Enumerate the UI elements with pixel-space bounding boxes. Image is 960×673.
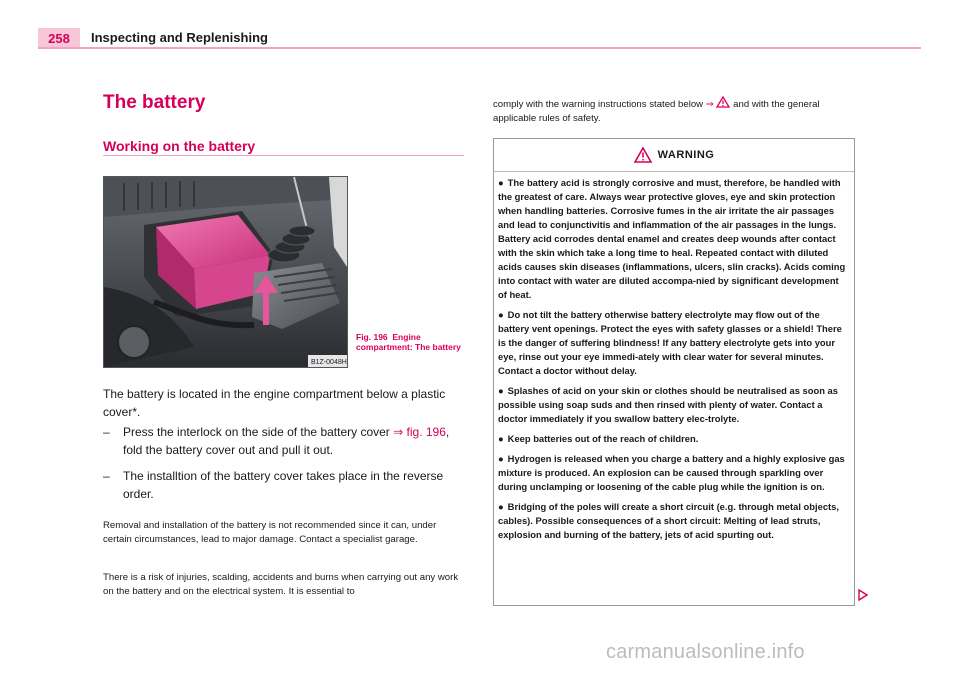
step-text-part: Press the interlock on the side of the battery cover (123, 425, 394, 439)
step-text (123, 423, 468, 459)
subtitle-divider (103, 155, 464, 156)
step-text: The installtion of the battery cover takes place in the reverse order. (123, 469, 444, 501)
figure-link[interactable]: ⇒ fig. 196 (393, 425, 446, 439)
warning-item-text: The battery acid is strongly corrosive and must, therefore, be handled with the greatest of care. Always wear protective gloves, eye and skin protection when handling batteries. Corrosive fumes in the air irritate the air passages and lead to conjunctivitis and inflammation of the air passages in the lungs. Battery acid corrodes dental enamel and creates deep wounds after contact with the skin which take a long time to heal. Repeated contact with diluted acids causes skin diseases (inflammations, ulcers, slin cracks). Acids coming into contact with water are diluted accompa-nied by significant development of heat. (498, 177, 846, 300)
warning-title: WARNING (657, 149, 715, 161)
warning-item-text: Splashes of acid on your skin or clothes should be neutralised as soon as possible using soap suds and then rinsed with plenty of water. Contact a doctor immediately if you swallow battery elec-trolyte. (498, 385, 838, 424)
figure-caption (356, 332, 466, 352)
engine-compartment-photo (103, 176, 348, 368)
note-paragraph: There is a risk of injuries, scalding, accidents and burns when carrying out any work on the battery and on the electrical system. It is essential to (103, 572, 459, 597)
bullet-icon: ● (498, 501, 504, 512)
bullet-icon: ● (498, 433, 504, 444)
warning-box (493, 138, 855, 606)
warning-item (498, 308, 850, 378)
warning-header (494, 139, 854, 172)
bullet-icon: ● (498, 453, 504, 464)
image-code: B1Z-0048H (311, 359, 347, 366)
warning-list (494, 172, 854, 542)
warning-item (498, 452, 850, 494)
warning-triangle-icon (716, 96, 730, 108)
warning-item (498, 500, 850, 542)
step-dash: – (103, 425, 110, 439)
step-text-part: , fold the battery cover out and pull it out. (123, 425, 450, 457)
warning-item-text: Keep batteries out of the reach of children. (507, 433, 699, 444)
page-header (0, 0, 960, 50)
bullet-icon: ● (498, 309, 504, 320)
right-intro-text: and with the general applicable rules of safety. (493, 99, 820, 124)
page-number: 258 (38, 28, 80, 48)
header-divider (38, 47, 921, 49)
figure-caption-text: Engine compartment: The battery (356, 332, 461, 352)
warning-item (498, 384, 850, 426)
engine-illustration (104, 177, 347, 367)
warning-item (498, 432, 850, 446)
warning-ref-arrow[interactable]: ⇒ (705, 99, 714, 110)
watermark: carmanualsonline.info (606, 641, 805, 663)
chapter-title: Inspecting and Replenishing (91, 30, 268, 45)
warning-item (498, 176, 850, 302)
warning-item-text: Bridging of the poles will create a short circuit (e.g. through metal objects, cables). Possible consequences of a short circuit: Melting of lead struts, explosion and burning of the battery, jets of acid spurting out. (498, 501, 839, 540)
oil-cap (118, 326, 150, 358)
next-page-arrow-icon[interactable] (858, 589, 868, 601)
section-subtitle: Working on the battery (103, 138, 256, 154)
warning-triangle-icon (634, 147, 652, 163)
right-intro-paragraph (493, 96, 863, 126)
intro-paragraph: The battery is located in the engine compartment below a plastic cover*. (103, 387, 446, 419)
bullet-icon: ● (498, 385, 504, 396)
right-intro-text: comply with the warning instructions stated below (493, 99, 706, 110)
step-item (103, 467, 468, 503)
warning-item-text: Hydrogen is released when you charge a battery and a highly explosive gas mixture is produced. An explosion can be caused through sparkling over during unclamping or loosening of the cable plug while the ignition is on. (498, 453, 845, 492)
warning-item-text: Do not tilt the battery otherwise battery electrolyte may flow out of the battery vent openings. Protect the eyes with safety glasses or a shield! There is the danger of suffering blindness! If any battery electrolyte gets into your eye, rinse out your eye immedi-ately with clear water for several minutes. Contact a doctor without delay. (498, 309, 842, 376)
bullet-icon: ● (498, 177, 504, 188)
note-paragraph: Removal and installation of the battery is not recommended since it can, under certain circumstances, lead to major damage. Contact a specialist garage. (103, 520, 437, 545)
section-title: The battery (103, 92, 206, 113)
step-item (103, 423, 468, 459)
figure-caption-label: Fig. 196 (356, 332, 388, 342)
step-dash: – (103, 469, 110, 483)
